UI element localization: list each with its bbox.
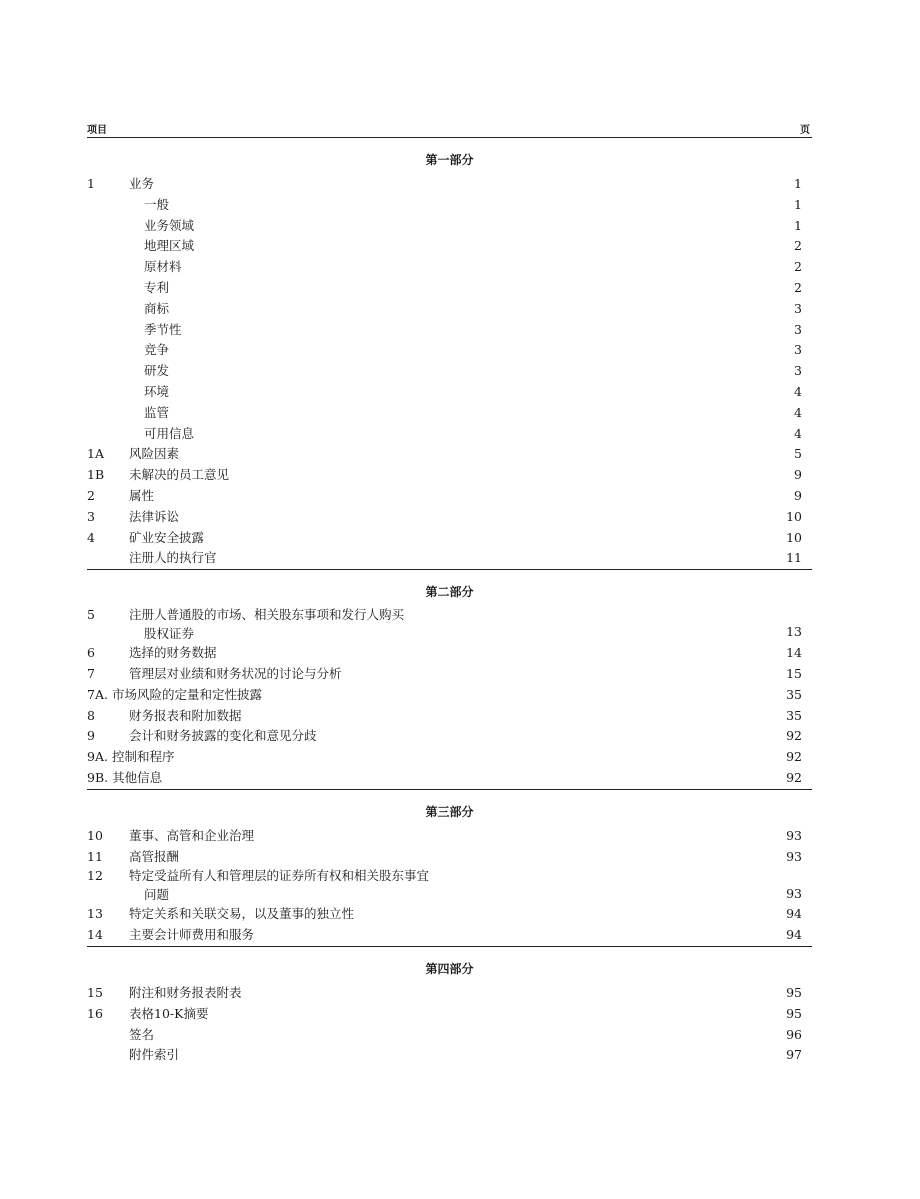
page-number: 35 <box>786 686 802 702</box>
item-title: 环境 <box>144 383 170 399</box>
item-title: 原材料 <box>144 259 182 275</box>
page-number: 92 <box>786 749 802 765</box>
page-number: 97 <box>786 1047 802 1063</box>
toc-entry[interactable] <box>87 826 812 847</box>
page-number: 4 <box>794 404 802 420</box>
toc-entry[interactable] <box>87 726 812 747</box>
toc-entry[interactable] <box>87 424 812 445</box>
toc-entry[interactable] <box>87 195 812 216</box>
item-title <box>129 867 762 904</box>
item-title: 商标 <box>144 300 170 316</box>
part-title: 第四部分 <box>425 961 474 976</box>
item-title: 特定关系和关联交易，以及董事的独立性 <box>129 906 355 922</box>
item-title-line1: 特定受益所有人和管理层的证券所有权和相关股东事宜 <box>129 868 430 884</box>
item-number: 13 <box>87 906 103 922</box>
page-number: 1 <box>794 217 802 233</box>
page-number: 2 <box>794 259 802 275</box>
toc-entry[interactable] <box>87 768 812 789</box>
page-number: 96 <box>786 1026 802 1042</box>
toc-entry[interactable] <box>87 257 812 278</box>
item-number: 11 <box>87 848 103 864</box>
page-number: 5 <box>794 446 802 462</box>
item-column-label: 项目 <box>87 125 107 136</box>
toc-entry[interactable] <box>87 706 812 727</box>
page-number: 10 <box>786 508 802 524</box>
item-title: 主要会计师费用和服务 <box>129 927 255 943</box>
item-number: 9A. <box>87 749 108 765</box>
toc-part-1 <box>87 138 812 570</box>
toc-entry[interactable] <box>87 528 812 549</box>
toc-entry[interactable] <box>87 747 812 768</box>
page-number: 3 <box>794 342 802 358</box>
item-number: 8 <box>87 707 95 723</box>
item-title: 风险因素 <box>129 446 180 462</box>
toc-entry[interactable] <box>87 507 812 528</box>
item-title: 矿业安全披露 <box>129 529 205 545</box>
toc-entry[interactable] <box>87 340 812 361</box>
toc-entry[interactable] <box>87 236 812 257</box>
page-number: 4 <box>794 425 802 441</box>
page-number: 94 <box>786 927 802 943</box>
page-number: 2 <box>794 279 802 295</box>
page-number: 14 <box>786 645 802 661</box>
toc-entry[interactable] <box>87 1045 812 1066</box>
item-title-line2: 问题 <box>144 886 170 902</box>
item-title: 可用信息 <box>144 425 195 441</box>
item-number: 7 <box>87 665 95 681</box>
page-number: 9 <box>794 467 802 483</box>
page-number: 2 <box>794 238 802 254</box>
page-column-label: 页 <box>800 125 810 136</box>
item-title: 研发 <box>144 363 170 379</box>
page-number: 92 <box>786 769 802 785</box>
toc-entry[interactable] <box>87 1025 812 1046</box>
item-title: 季节性 <box>144 321 182 337</box>
item-title: 业务领域 <box>144 217 195 233</box>
item-title: 选择的财务数据 <box>129 645 217 661</box>
toc-entry[interactable] <box>87 904 812 925</box>
page-number: 95 <box>786 984 802 1000</box>
item-number: 2 <box>87 487 95 503</box>
page-number: 94 <box>786 906 802 922</box>
item-number: 16 <box>87 1005 103 1021</box>
page-number: 95 <box>786 1005 802 1021</box>
item-title: 一般 <box>144 196 170 212</box>
item-title-line1: 注册人普通股的市场、相关股东事项和发行人购买 <box>129 607 405 623</box>
item-number: 12 <box>87 868 103 884</box>
page-number: 93 <box>786 848 802 864</box>
toc-entry[interactable] <box>87 403 812 424</box>
toc-entry[interactable] <box>87 361 812 382</box>
toc-entry[interactable] <box>87 320 812 341</box>
item-number: 1 <box>87 176 95 191</box>
item-title: 表格10-K摘要 <box>129 1005 209 1021</box>
toc-part-4 <box>87 947 812 1066</box>
item-title: 其他信息 <box>112 769 163 785</box>
item-number: 1B <box>87 467 105 483</box>
toc-entry[interactable] <box>87 465 812 486</box>
item-number: 4 <box>87 529 95 545</box>
toc-entry[interactable] <box>87 983 812 1004</box>
toc-entry[interactable] <box>87 925 812 946</box>
page-number: 93 <box>786 827 802 843</box>
page-number: 9 <box>794 487 802 503</box>
page-number: 1 <box>794 196 802 212</box>
item-title <box>129 606 762 643</box>
item-title-line2: 股权证券 <box>144 625 195 641</box>
toc-entry[interactable] <box>87 216 812 237</box>
item-title: 专利 <box>144 279 170 295</box>
toc-entry[interactable] <box>87 548 812 569</box>
item-title: 竞争 <box>144 342 170 358</box>
toc-entry[interactable] <box>87 444 812 465</box>
page-number: 3 <box>794 321 802 337</box>
item-number: 5 <box>87 607 95 623</box>
item-title: 监管 <box>144 404 170 420</box>
item-title: 注册人的执行官 <box>129 550 217 566</box>
item-title: 董事、高管和企业治理 <box>129 827 255 843</box>
page-number: 35 <box>786 707 802 723</box>
page-number: 1 <box>794 176 802 191</box>
toc-parts <box>87 138 812 1066</box>
item-title: 附注和财务报表附表 <box>129 984 242 1000</box>
item-title: 市场风险的定量和定性披露 <box>111 686 262 702</box>
page-number: 3 <box>794 300 802 316</box>
page-number: 4 <box>794 383 802 399</box>
page-number: 11 <box>786 550 802 566</box>
item-number: 1A <box>87 446 104 462</box>
toc-part-2 <box>87 570 812 790</box>
item-number: 9 <box>87 728 95 744</box>
toc-entry[interactable] <box>87 606 812 643</box>
item-title: 法律诉讼 <box>129 508 180 524</box>
item-title: 高管报酬 <box>129 848 180 864</box>
page-number: 10 <box>786 529 802 545</box>
item-title: 属性 <box>129 487 155 503</box>
toc-header <box>87 122 812 138</box>
toc-entry[interactable] <box>87 299 812 320</box>
item-title: 签名 <box>129 1026 155 1042</box>
page-number: 92 <box>786 728 802 744</box>
part-title: 第三部分 <box>425 804 474 819</box>
toc-entry[interactable] <box>87 664 812 685</box>
item-number: 9B. <box>87 769 109 785</box>
item-title: 业务 <box>129 176 155 191</box>
part-title: 第二部分 <box>425 585 474 600</box>
item-title: 附件索引 <box>129 1047 180 1063</box>
page-number: 3 <box>794 363 802 379</box>
item-number: 3 <box>87 508 95 524</box>
item-title: 未解决的员工意见 <box>129 467 230 483</box>
item-title: 控制和程序 <box>111 749 175 765</box>
toc-entry[interactable] <box>87 382 812 403</box>
toc-entry[interactable] <box>87 847 812 868</box>
item-title: 会计和财务披露的变化和意见分歧 <box>129 728 317 744</box>
page-number: 93 <box>786 885 802 901</box>
item-number: 10 <box>87 827 103 843</box>
item-title: 财务报表和附加数据 <box>129 707 242 723</box>
toc-part-3 <box>87 790 812 947</box>
item-number: 6 <box>87 645 95 661</box>
toc-entry[interactable] <box>87 486 812 507</box>
item-title: 管理层对业绩和财务状况的讨论与分析 <box>129 665 342 681</box>
item-number: 14 <box>87 927 103 943</box>
toc-entry[interactable] <box>87 685 812 706</box>
toc-entry[interactable] <box>87 867 812 904</box>
toc-entry[interactable] <box>87 643 812 664</box>
item-title: 地理区域 <box>144 238 195 254</box>
toc-entry[interactable] <box>87 174 812 195</box>
part-title: 第一部分 <box>425 153 474 167</box>
table-of-contents <box>87 122 812 1066</box>
toc-entry[interactable] <box>87 278 812 299</box>
item-number: 15 <box>87 984 103 1000</box>
page-number: 15 <box>786 665 802 681</box>
item-number: 7A. <box>87 686 108 702</box>
page-number: 13 <box>786 624 802 640</box>
toc-entry[interactable] <box>87 1004 812 1025</box>
